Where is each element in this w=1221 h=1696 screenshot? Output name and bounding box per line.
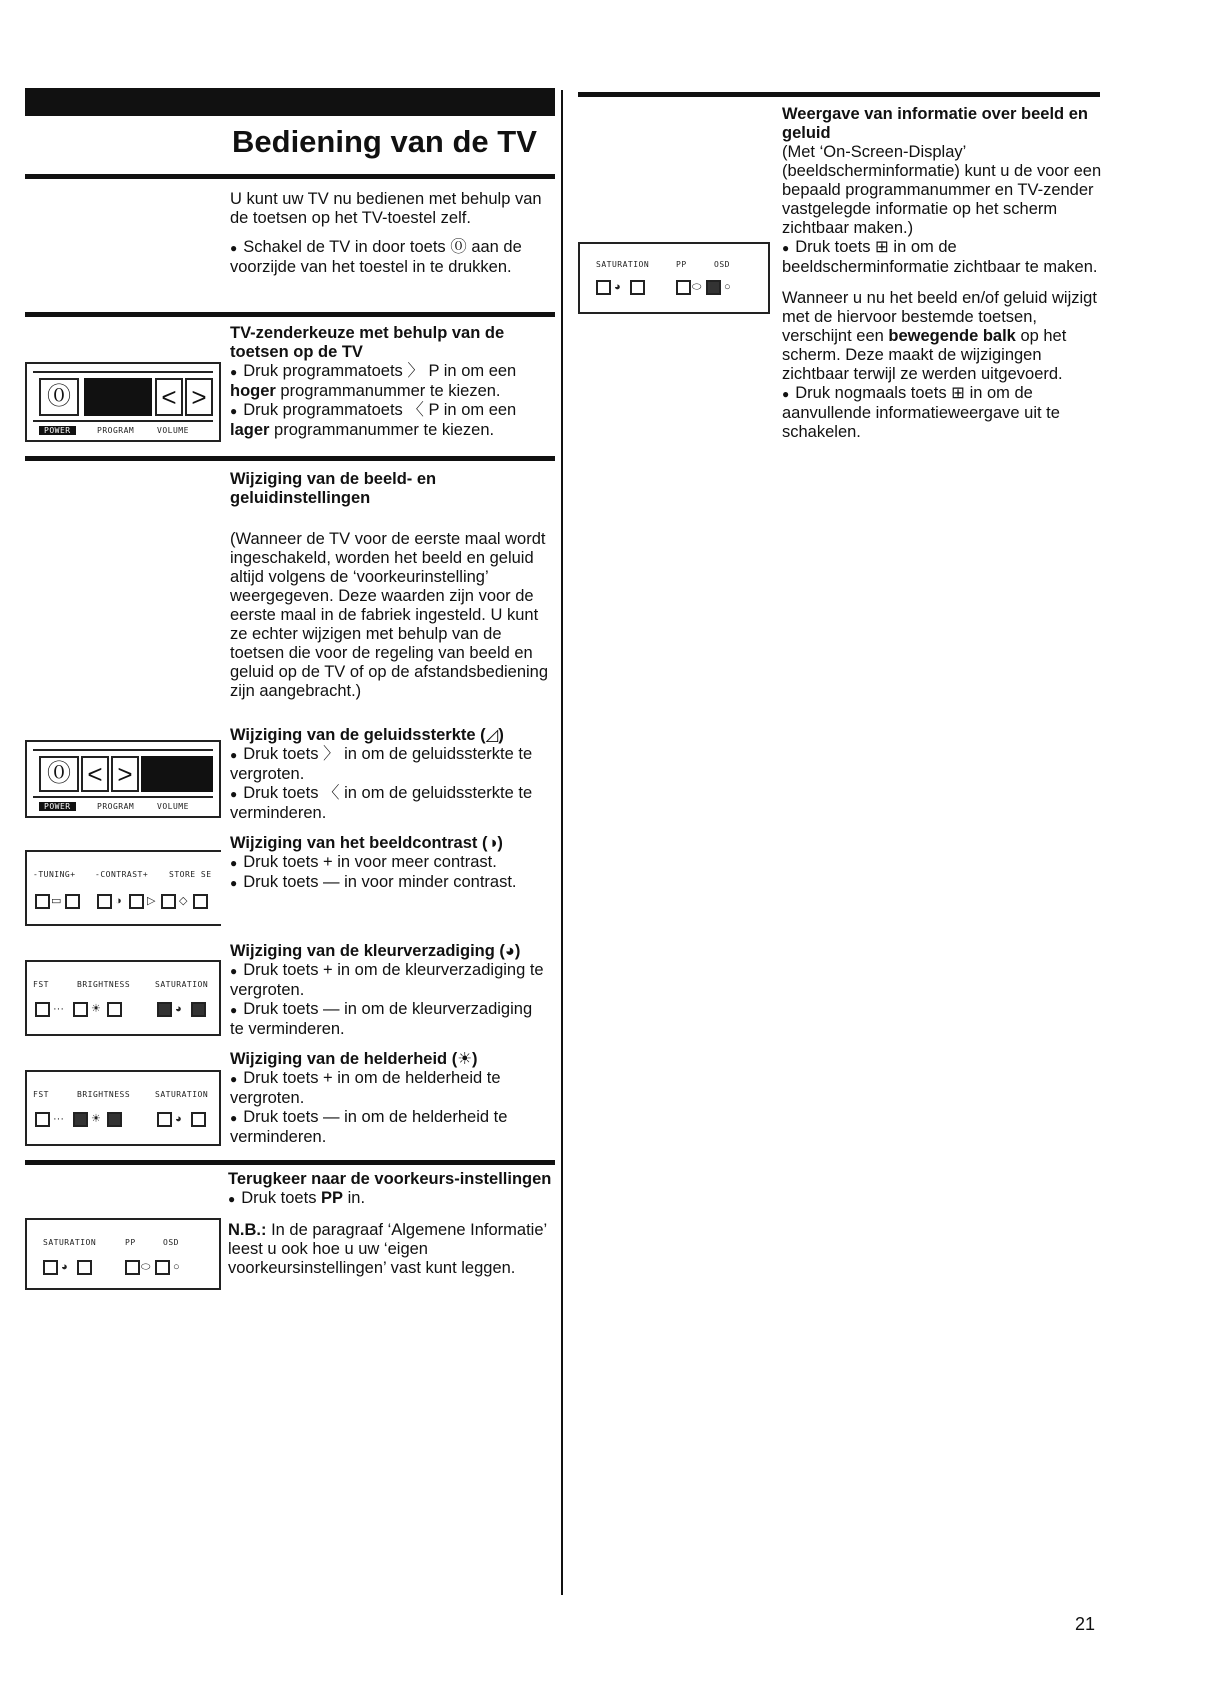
divider bbox=[25, 312, 555, 317]
saturation-icon: ◕ bbox=[175, 1113, 182, 1125]
osd-section bbox=[782, 105, 1102, 442]
key-pressed bbox=[191, 1002, 206, 1017]
key bbox=[97, 894, 112, 909]
osd-paragraph-bold: bewegende balk bbox=[888, 327, 1016, 345]
key-pressed bbox=[73, 1112, 88, 1127]
power-button: ⓪ bbox=[39, 756, 79, 792]
preference-section bbox=[228, 1170, 558, 1278]
preference-note bbox=[228, 1221, 558, 1278]
osd-icon: ○ bbox=[724, 281, 731, 293]
osd-icon: ○ bbox=[173, 1261, 180, 1273]
preference-note-text: In de paragraaf ‘Algemene Informatie’ leest u ook hoe u uw ‘eigen voorkeursinstellingen’ vast kunt leggen. bbox=[228, 1221, 547, 1277]
header-bar bbox=[25, 88, 555, 116]
key bbox=[65, 894, 80, 909]
key bbox=[35, 1002, 50, 1017]
brightness-bullet-more: ● Druk toets + in om de helderheid te vergroten. bbox=[230, 1069, 550, 1108]
volume-bullet-up: ● Druk toets 〉 in om de geluidssterkte te vergroten. bbox=[230, 745, 550, 784]
osd-paragraph-pre: Wanneer u nu het beeld en/of geluid wijzigt met de hiervoor bestemde toetsen, verschijnt een bbox=[782, 289, 1097, 345]
label-program: PROGRAM bbox=[97, 426, 135, 435]
osd-remote-panel bbox=[578, 242, 770, 314]
label-saturation: SATURATION bbox=[155, 980, 209, 989]
power-button: ⓪ bbox=[39, 378, 79, 416]
program-bullet-down bbox=[230, 401, 550, 440]
brightness-heading: Wijziging van de helderheid (☀) bbox=[230, 1050, 478, 1068]
saturation-bullet-more: ● Druk toets + in om de kleurverzadiging te vergroten. bbox=[230, 961, 550, 1000]
display-area bbox=[84, 378, 152, 416]
program-heading: TV-zenderkeuze met behulp van de toetsen op de TV bbox=[230, 324, 505, 361]
label-pp: PP bbox=[125, 1238, 136, 1247]
label-osd: OSD bbox=[163, 1238, 179, 1247]
contrast-bullet-less: ● Druk toets — in voor minder contrast. bbox=[230, 873, 550, 893]
tv-control-panel bbox=[25, 362, 221, 442]
tv-volume-panel bbox=[25, 740, 221, 818]
pp-key bbox=[676, 280, 691, 295]
key bbox=[596, 280, 611, 295]
program-bullet-up-pre: Druk programmatoets 〉 P in om een bbox=[243, 362, 517, 380]
program-bullet-up-post: programmanummer te kiezen. bbox=[275, 382, 501, 400]
contrast-remote-panel bbox=[25, 850, 221, 926]
intro-text: U kunt uw TV nu bedienen met behulp van de toetsen op het TV-toestel zelf. bbox=[230, 190, 542, 227]
osd-paragraph bbox=[782, 289, 1102, 384]
contrast-section bbox=[230, 834, 550, 893]
label-power: POWER bbox=[39, 426, 76, 435]
label-volume: VOLUME bbox=[157, 426, 189, 435]
link-icon: ⬭ bbox=[141, 1261, 151, 1273]
key bbox=[155, 1260, 170, 1275]
divider bbox=[578, 92, 1100, 97]
key bbox=[193, 894, 208, 909]
key bbox=[73, 1002, 88, 1017]
saturation-bullet-less: ● Druk toets — in om de kleurverzadiging te verminderen. bbox=[230, 1000, 550, 1039]
preference-heading: Terugkeer naar de voorkeurs-instellingen bbox=[228, 1170, 552, 1188]
program-bullet-up bbox=[230, 362, 550, 401]
page-title: Bediening van de TV bbox=[232, 124, 537, 159]
volume-heading: Wijziging van de geluidssterkte (◿) bbox=[230, 726, 504, 744]
osd-bullet-on: ● Druk toets ⊞ in om de beeldscherminformatie zichtbaar te maken. bbox=[782, 238, 1102, 277]
divider bbox=[25, 456, 555, 461]
osd-intro: (Met ‘On-Screen-Display’ (beeldscherminformatie) kunt u de voor een bepaald programmanummer en TV-zender vastgelegde informatie op het scherm zichtbaar maken.) bbox=[782, 143, 1102, 237]
key bbox=[35, 1112, 50, 1127]
program-section bbox=[230, 324, 550, 440]
saturation-icon: ◕ bbox=[61, 1261, 68, 1273]
picture-sound-body: (Wanneer de TV voor de eerste maal wordt ingeschakeld, worden het beeld en geluid altijd volgens de ‘voorkeurinstelling’ weergegeven. Deze waarden zijn voor de eerste maal in de fabriek ingesteld. U kunt ze echter wijzigen met behulp van de toetsen die voor de regeling van beeld en geluid op de TV of op de afstandsbediening zijn aangebracht.) bbox=[230, 530, 549, 700]
label-osd: OSD bbox=[714, 260, 730, 269]
program-down-button: < bbox=[155, 378, 183, 416]
volume-bullet-down: ● Druk toets 〈 in om de geluidssterkte te verminderen. bbox=[230, 784, 550, 823]
key bbox=[191, 1112, 206, 1127]
divider bbox=[25, 174, 555, 179]
program-bullet-down-bold: lager bbox=[230, 421, 270, 439]
osd-bullet-off: ● Druk nogmaals toets ⊞ in om de aanvullende informatieweergave uit te schakelen. bbox=[782, 384, 1102, 442]
volume-section bbox=[230, 726, 550, 823]
brightness-section bbox=[230, 1050, 550, 1147]
label-power: POWER bbox=[39, 802, 76, 811]
preference-bullet-bold: PP bbox=[321, 1189, 344, 1207]
picture-sound-section bbox=[230, 470, 550, 701]
label-fst: FST bbox=[33, 1090, 49, 1099]
label-saturation: SATURATION bbox=[596, 260, 650, 269]
key bbox=[77, 1260, 92, 1275]
intro-block bbox=[230, 190, 550, 277]
picture-sound-heading: Wijziging van de beeld- en geluidinstellingen bbox=[230, 470, 437, 507]
label-store: STORE SE bbox=[169, 870, 212, 879]
panel-bottom-line bbox=[33, 796, 213, 798]
osd-key-pressed bbox=[706, 280, 721, 295]
contrast-icon: ◑ bbox=[115, 895, 122, 907]
saturation-heading: Wijziging van de kleurverzadiging (◕) bbox=[230, 942, 521, 960]
dots-icon: ··· bbox=[53, 1003, 64, 1015]
preference-note-label: N.B.: bbox=[228, 1221, 267, 1239]
key bbox=[107, 1002, 122, 1017]
link-icon: ⬭ bbox=[692, 281, 702, 293]
preference-bullet-pre: Druk toets bbox=[241, 1189, 322, 1207]
brightness-icon: ☀ bbox=[91, 1003, 101, 1015]
label-brightness: BRIGHTNESS bbox=[77, 1090, 131, 1099]
pp-key bbox=[125, 1260, 140, 1275]
program-bullet-down-post: programmanummer te kiezen. bbox=[269, 421, 495, 439]
preference-bullet-post: in. bbox=[343, 1189, 366, 1207]
dots-icon: ··· bbox=[53, 1113, 64, 1125]
program-bullet-down-pre: Druk programmatoets 〈 P in om een bbox=[243, 401, 517, 419]
label-saturation: SATURATION bbox=[43, 1238, 97, 1247]
key bbox=[129, 894, 144, 909]
label-fst: FST bbox=[33, 980, 49, 989]
column-divider bbox=[561, 90, 563, 1595]
key-pressed bbox=[157, 1002, 172, 1017]
label-volume: VOLUME bbox=[157, 802, 189, 811]
osd-heading: Weergave van informatie over beeld en geluid bbox=[782, 105, 1088, 142]
program-bullet-up-bold: hoger bbox=[230, 382, 276, 400]
key bbox=[157, 1112, 172, 1127]
osd-paragraph-post: op het scherm. Deze maakt de wijzigingen zichtbaar terwijl ze werden uitgevoerd. bbox=[782, 327, 1067, 383]
diamond-icon: ◇ bbox=[179, 895, 188, 907]
label-tuning: -TUNING+ bbox=[33, 870, 76, 879]
program-up-button: > bbox=[185, 378, 213, 416]
label-pp: PP bbox=[676, 260, 687, 269]
brightness-bullet-less: ● Druk toets — in om de helderheid te verminderen. bbox=[230, 1108, 550, 1147]
label-program: PROGRAM bbox=[97, 802, 135, 811]
key bbox=[43, 1260, 58, 1275]
label-contrast: -CONTRAST+ bbox=[95, 870, 149, 879]
intro-bullet: ● Schakel de TV in door toets ⓪ aan de voorzijde van het toestel in te drukken. bbox=[230, 238, 550, 277]
saturation-section bbox=[230, 942, 550, 1039]
key-pressed bbox=[107, 1112, 122, 1127]
display-area bbox=[141, 756, 213, 792]
brightness-icon: ☀ bbox=[91, 1113, 101, 1125]
preference-remote-panel bbox=[25, 1218, 221, 1290]
key-link: ▭ bbox=[51, 895, 62, 907]
arrow-right-icon: ▷ bbox=[147, 895, 156, 907]
saturation-icon: ◕ bbox=[614, 281, 621, 293]
panel-top-line bbox=[33, 749, 213, 751]
preference-bullet bbox=[228, 1189, 558, 1209]
brightness-remote-panel bbox=[25, 1070, 221, 1146]
key bbox=[161, 894, 176, 909]
label-saturation: SATURATION bbox=[155, 1090, 209, 1099]
key bbox=[35, 894, 50, 909]
key bbox=[630, 280, 645, 295]
volume-up-button: > bbox=[111, 756, 139, 792]
saturation-icon: ◕ bbox=[175, 1003, 182, 1015]
contrast-heading: Wijziging van het beeldcontrast (◑) bbox=[230, 834, 503, 852]
divider bbox=[25, 1160, 555, 1165]
panel-top-line bbox=[33, 371, 213, 373]
contrast-bullet-more: ● Druk toets + in voor meer contrast. bbox=[230, 853, 550, 873]
page-number: 21 bbox=[1075, 1614, 1096, 1634]
saturation-remote-panel bbox=[25, 960, 221, 1036]
panel-bottom-line bbox=[33, 420, 213, 422]
volume-down-button: < bbox=[81, 756, 109, 792]
label-brightness: BRIGHTNESS bbox=[77, 980, 131, 989]
